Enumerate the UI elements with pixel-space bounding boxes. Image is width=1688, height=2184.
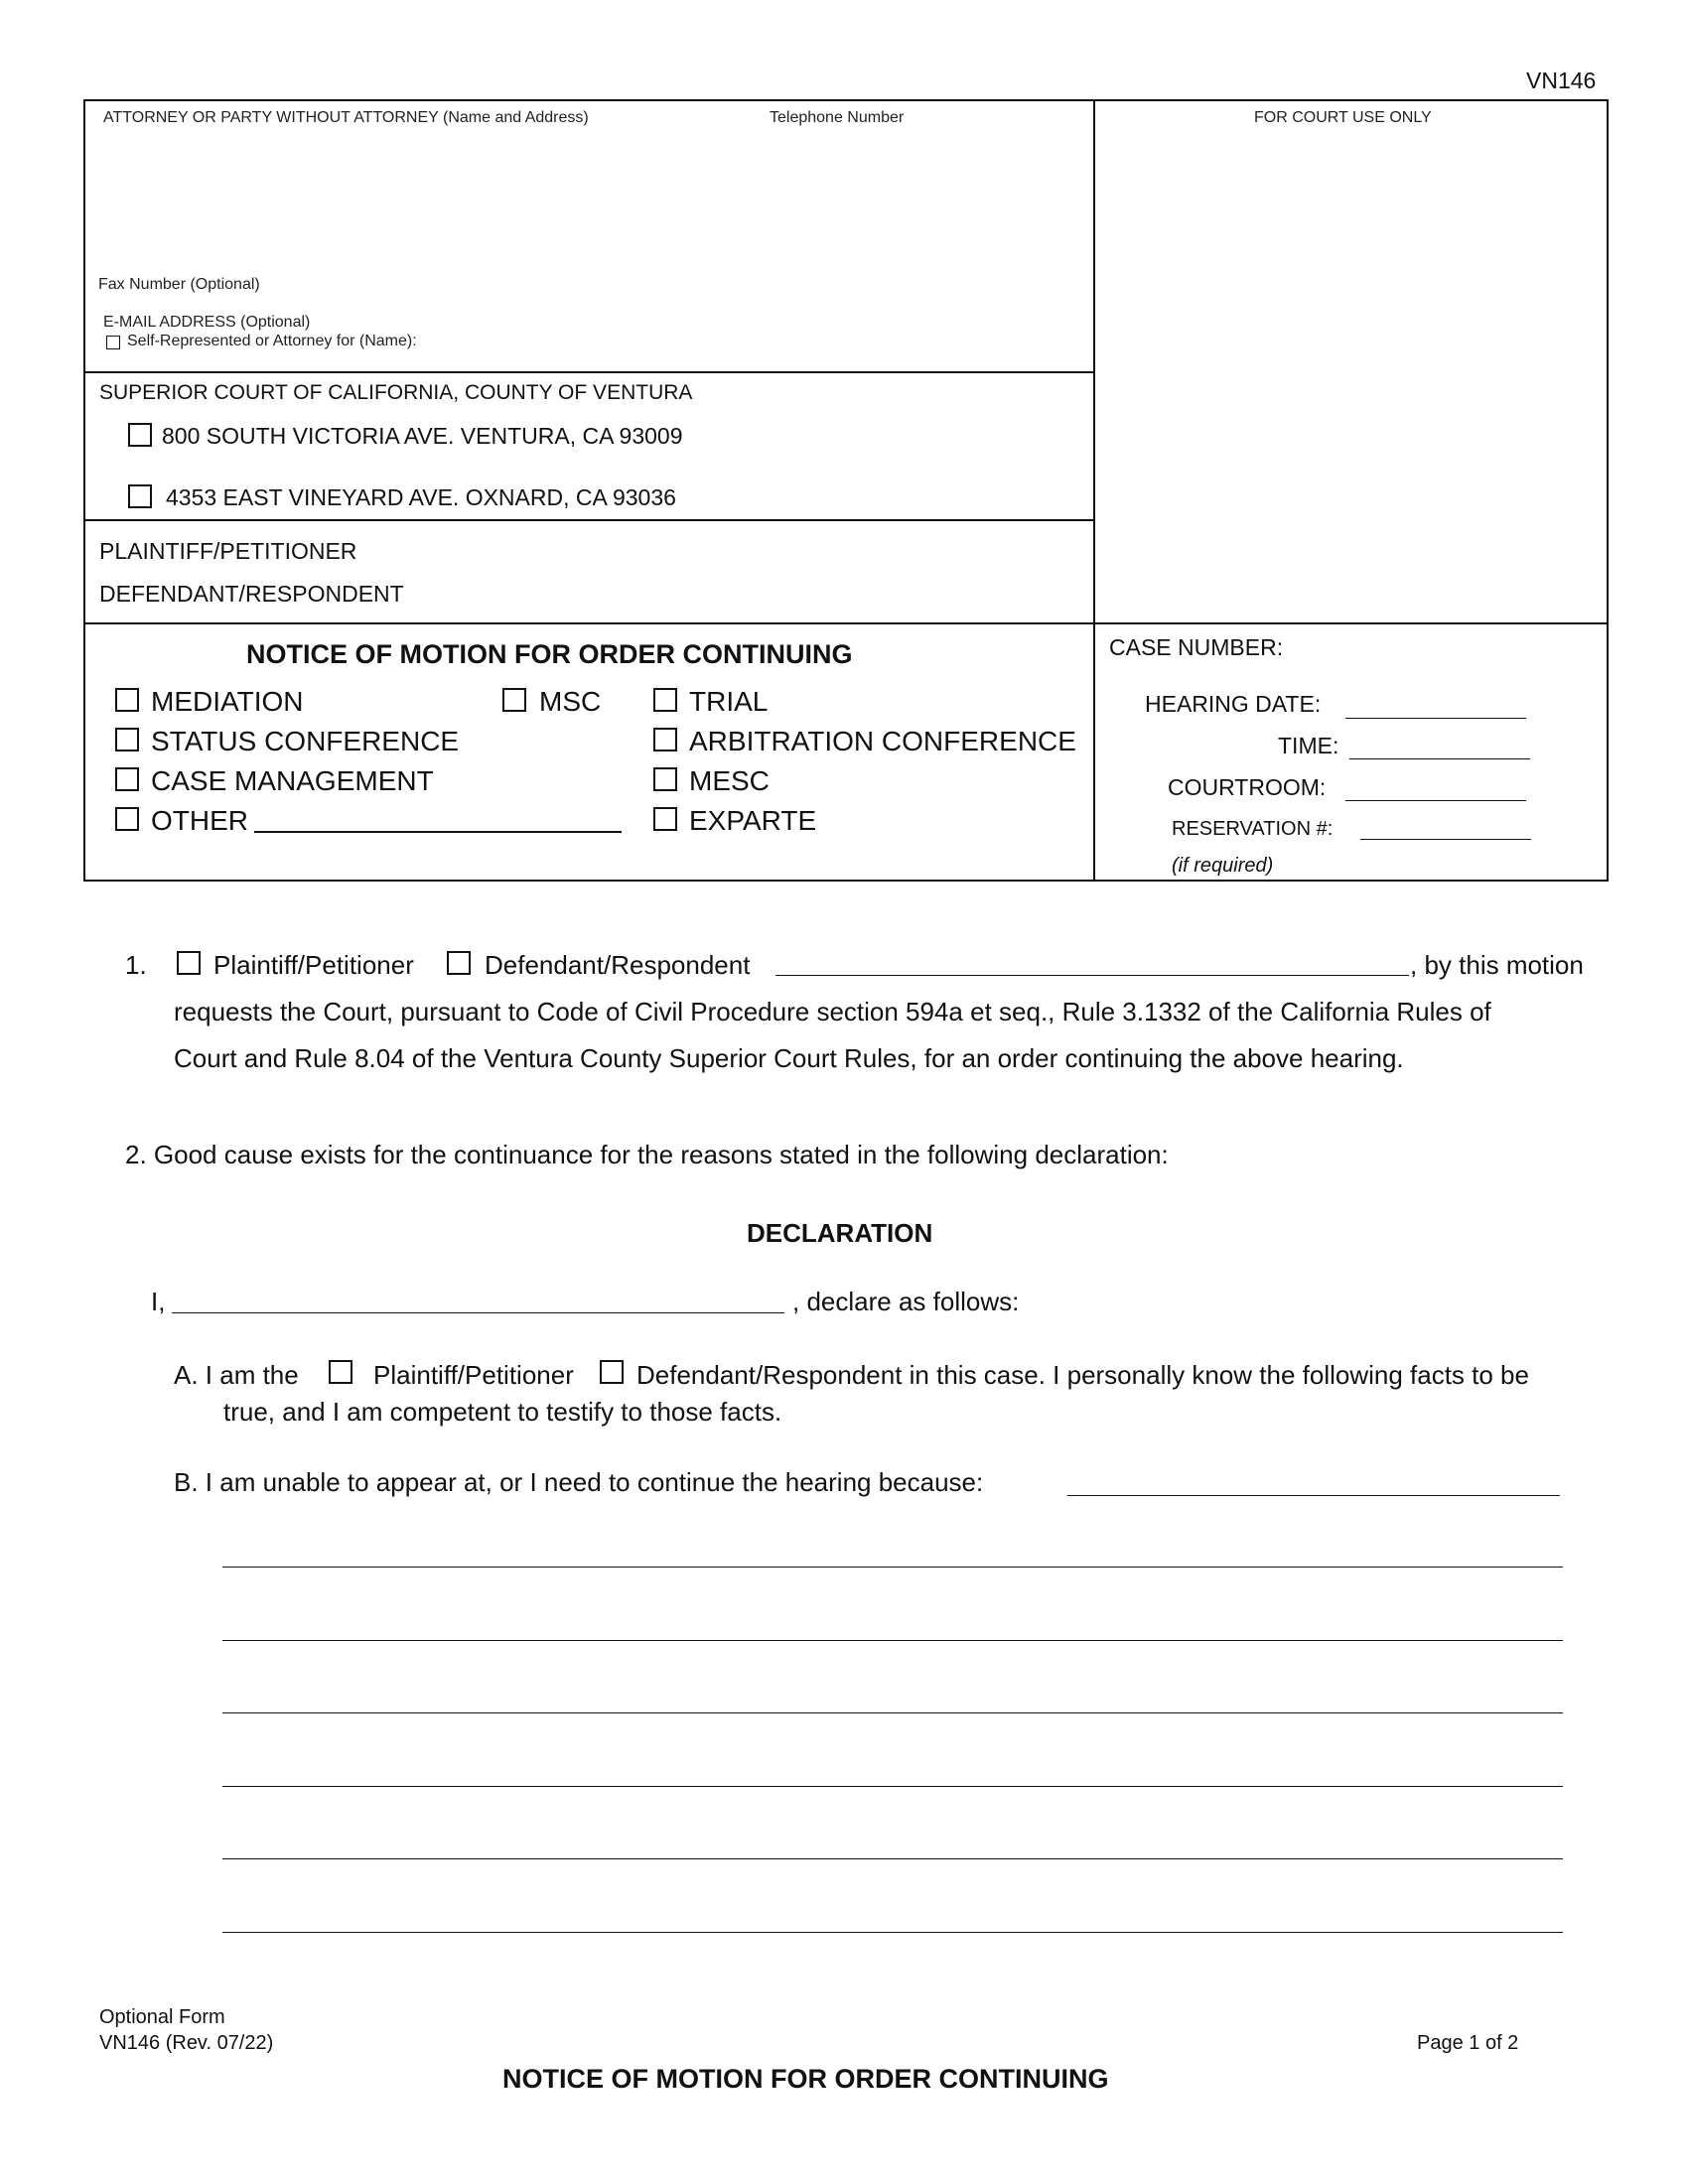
mesc-checkbox[interactable] bbox=[653, 767, 677, 791]
footer-optional: Optional Form bbox=[99, 2006, 225, 2028]
status-conference-checkbox[interactable] bbox=[115, 728, 139, 751]
email-label: E-MAIL ADDRESS (Optional) bbox=[103, 314, 311, 331]
mesc-label: MESC bbox=[689, 765, 770, 796]
item1-tail: , by this motion bbox=[1410, 950, 1584, 980]
item1-line3: Court and Rule 8.04 of the Ventura County Superior Court Rules, for an order continuing the above hearing. bbox=[174, 1043, 1404, 1073]
reason-input-line-1[interactable] bbox=[222, 1567, 1563, 1568]
fax-label: Fax Number (Optional) bbox=[98, 276, 260, 293]
time-label: TIME: bbox=[1278, 733, 1339, 758]
exparte-label: EXPARTE bbox=[689, 805, 817, 836]
self-rep-label: Self-Represented or Attorney for (Name): bbox=[127, 333, 417, 349]
item1-party-name-input[interactable] bbox=[775, 975, 1409, 976]
time-input[interactable] bbox=[1349, 758, 1530, 759]
other-label: OTHER bbox=[151, 805, 248, 836]
address1-checkbox[interactable] bbox=[128, 423, 152, 447]
msc-label: MSC bbox=[539, 686, 602, 717]
exparte-checkbox[interactable] bbox=[653, 807, 677, 831]
caption-divider bbox=[1093, 99, 1095, 882]
arbitration-label: ARBITRATION CONFERENCE bbox=[689, 726, 1076, 756]
reason-input-line-2[interactable] bbox=[222, 1640, 1563, 1641]
declarant-suffix: , declare as follows: bbox=[792, 1287, 1020, 1316]
arbitration-checkbox[interactable] bbox=[653, 728, 677, 751]
reason-input-line-3[interactable] bbox=[222, 1712, 1563, 1713]
para-a-defendant-checkbox[interactable] bbox=[600, 1360, 624, 1384]
address2-checkbox[interactable] bbox=[128, 484, 152, 508]
trial-label: TRIAL bbox=[689, 686, 769, 717]
telephone-label: Telephone Number bbox=[770, 109, 905, 126]
reservation-input[interactable] bbox=[1360, 839, 1531, 840]
self-rep-checkbox[interactable] bbox=[106, 336, 120, 349]
item2-text: 2. Good cause exists for the continuance for the reasons stated in the following declaration: bbox=[125, 1140, 1169, 1169]
case-management-label: CASE MANAGEMENT bbox=[151, 765, 434, 796]
trial-checkbox[interactable] bbox=[653, 688, 677, 712]
item1-defendant-label: Defendant/Respondent bbox=[485, 950, 751, 980]
other-checkbox[interactable] bbox=[115, 807, 139, 831]
defendant-label: DEFENDANT/RESPONDENT bbox=[99, 581, 404, 607]
reservation-label: RESERVATION #: bbox=[1172, 818, 1334, 840]
item1-plaintiff-label: Plaintiff/Petitioner bbox=[213, 950, 414, 980]
divider-court bbox=[83, 519, 1094, 521]
reason-input-line-5[interactable] bbox=[222, 1858, 1563, 1859]
hearing-date-label: HEARING DATE: bbox=[1145, 691, 1322, 717]
msc-checkbox[interactable] bbox=[502, 688, 526, 712]
item1-plaintiff-checkbox[interactable] bbox=[177, 951, 201, 975]
case-management-checkbox[interactable] bbox=[115, 767, 139, 791]
motion-title: NOTICE OF MOTION FOR ORDER CONTINUING bbox=[246, 639, 853, 669]
plaintiff-label: PLAINTIFF/PETITIONER bbox=[99, 538, 357, 564]
case-number-label: CASE NUMBER: bbox=[1109, 634, 1284, 660]
courtroom-label: COURTROOM: bbox=[1168, 774, 1327, 800]
declarant-prefix: I, bbox=[151, 1287, 166, 1316]
address2-label: 4353 EAST VINEYARD AVE. OXNARD, CA 93036 bbox=[166, 484, 676, 510]
divider-parties bbox=[83, 622, 1609, 624]
mediation-checkbox[interactable] bbox=[115, 688, 139, 712]
court-name: SUPERIOR COURT OF CALIFORNIA, COUNTY OF VENTURA bbox=[99, 381, 693, 404]
attorney-label: ATTORNEY OR PARTY WITHOUT ATTORNEY (Name and Address) bbox=[103, 109, 589, 126]
declarant-name-input[interactable] bbox=[172, 1312, 784, 1313]
footer-title: NOTICE OF MOTION FOR ORDER CONTINUING bbox=[502, 2064, 1109, 2094]
reason-input-line-6[interactable] bbox=[222, 1932, 1563, 1933]
court-use-label: FOR COURT USE ONLY bbox=[1254, 109, 1432, 126]
attorney-input[interactable] bbox=[103, 139, 1076, 278]
other-input[interactable] bbox=[254, 831, 622, 833]
item1-defendant-checkbox[interactable] bbox=[447, 951, 471, 975]
para-a-line2: true, and I am competent to testify to those facts. bbox=[223, 1397, 782, 1427]
declaration-title: DECLARATION bbox=[747, 1218, 933, 1248]
item1-line2: requests the Court, pursuant to Code of Civil Procedure section 594a et seq., Rule 3.1332 of the California Rules of bbox=[174, 997, 1491, 1026]
if-required-label: (if required) bbox=[1172, 855, 1274, 877]
address1-label: 800 SOUTH VICTORIA AVE. VENTURA, CA 93009 bbox=[162, 423, 683, 449]
para-a-defendant-text: Defendant/Respondent in this case. I personally know the following facts to be bbox=[636, 1360, 1529, 1390]
status-conference-label: STATUS CONFERENCE bbox=[151, 726, 460, 756]
para-a-prefix: A. I am the bbox=[174, 1360, 299, 1390]
para-a-plaintiff-checkbox[interactable] bbox=[329, 1360, 352, 1384]
mediation-label: MEDIATION bbox=[151, 686, 304, 717]
divider-attorney bbox=[83, 371, 1094, 373]
item1-number: 1. bbox=[125, 950, 147, 980]
footer-page: Page 1 of 2 bbox=[1417, 2032, 1519, 2054]
form-id: VN146 bbox=[1526, 68, 1597, 93]
reason-input-line-0[interactable] bbox=[1067, 1495, 1560, 1496]
footer-rev: VN146 (Rev. 07/22) bbox=[99, 2032, 274, 2054]
courtroom-input[interactable] bbox=[1345, 800, 1526, 801]
para-a-plaintiff-label: Plaintiff/Petitioner bbox=[373, 1360, 574, 1390]
para-b-text: B. I am unable to appear at, or I need to continue the hearing because: bbox=[174, 1467, 984, 1497]
hearing-date-input[interactable] bbox=[1345, 718, 1526, 719]
reason-input-line-4[interactable] bbox=[222, 1786, 1563, 1787]
